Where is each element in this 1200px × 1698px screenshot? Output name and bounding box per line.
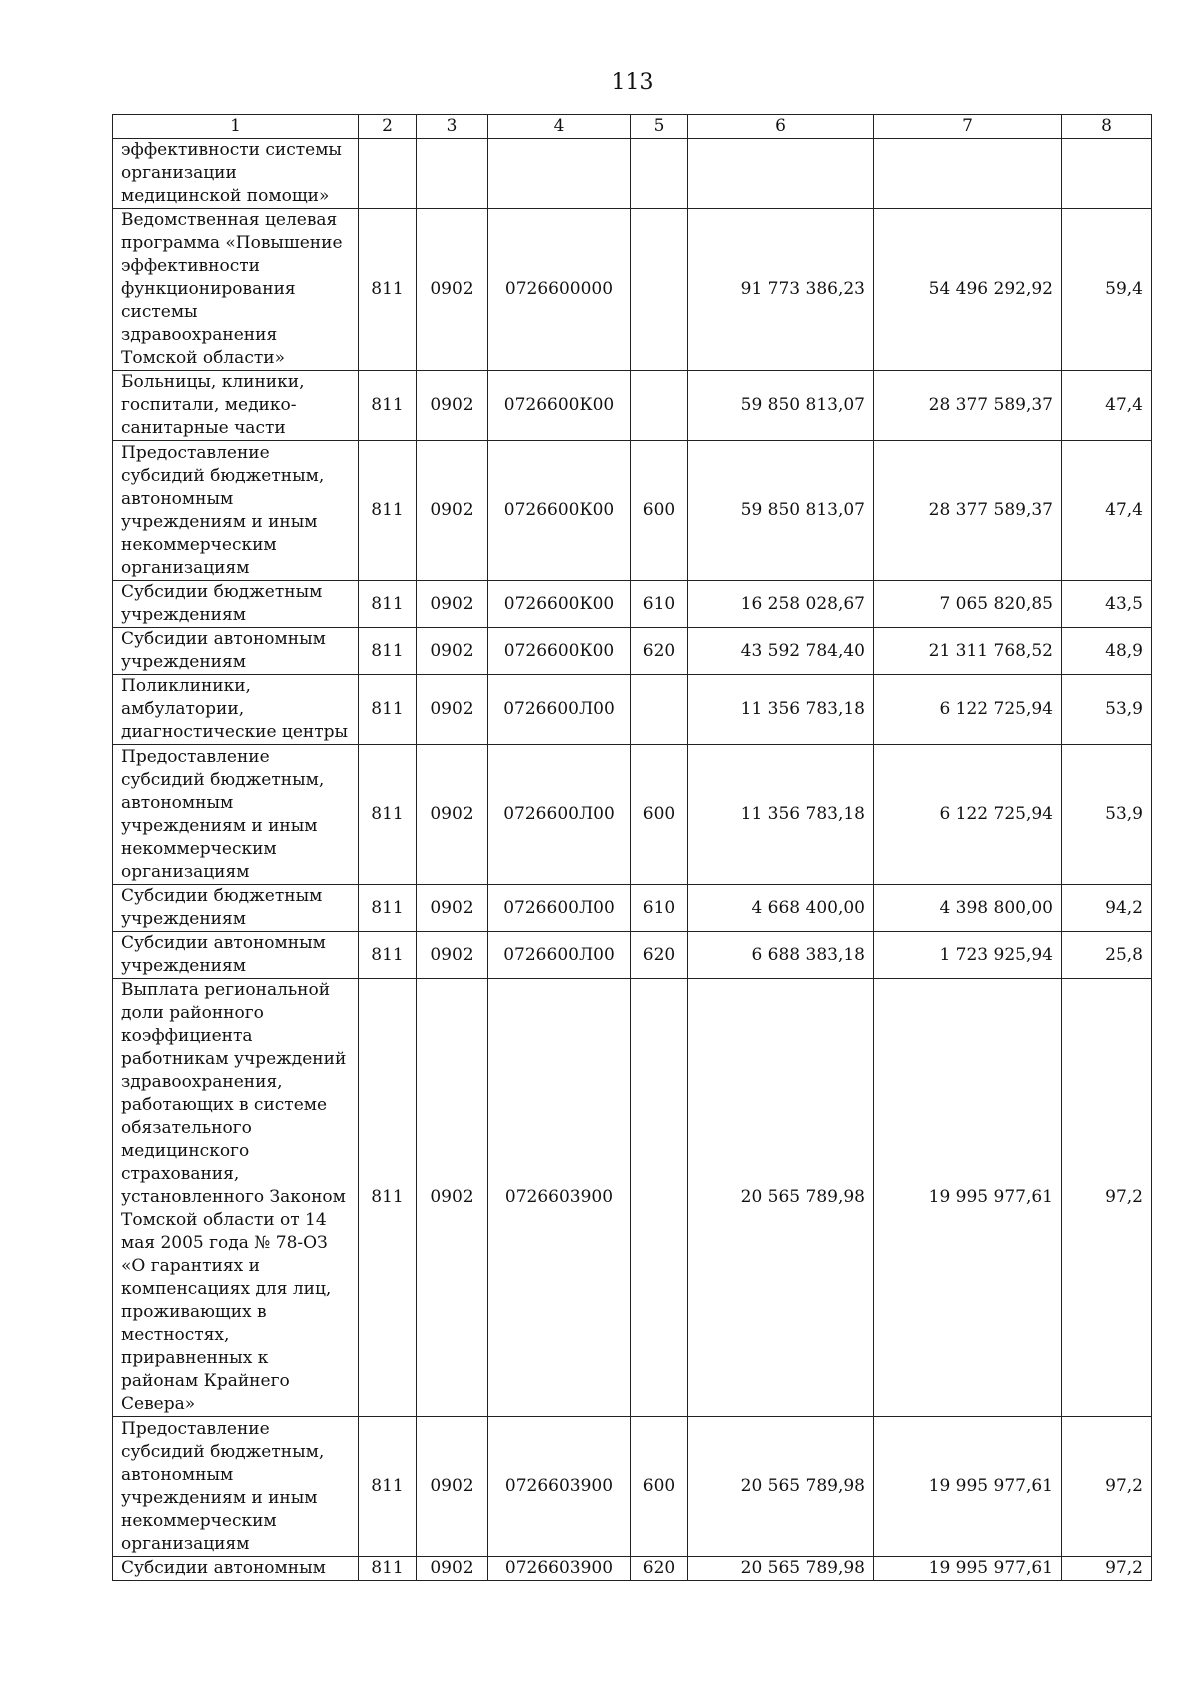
cell-expense-type: 620 (631, 932, 688, 979)
row-description: Субсидии автономным учреждениям (113, 628, 359, 675)
cell-expense-type: 600 (631, 441, 688, 581)
cell-code: 811 (359, 932, 417, 979)
cell-percent (1062, 139, 1152, 209)
row-description: Предоставление субсидий бюджетным, автономным учреждениям и иным некоммерческим организациям (113, 745, 359, 885)
column-header: 5 (631, 115, 688, 139)
table-row (113, 932, 1152, 979)
cell-percent: 25,8 (1062, 932, 1152, 979)
cell-actual-amount: 19 995 977,61 (874, 1417, 1062, 1557)
cell-expense-type (631, 371, 688, 441)
cell-code: 811 (359, 979, 417, 1417)
row-description: эффективности системы организации медицинской помощи» (113, 139, 359, 209)
table-row (113, 209, 1152, 371)
row-description: Предоставление субсидий бюджетным, автономным учреждениям и иным некоммерческим организациям (113, 1417, 359, 1557)
cell-code: 811 (359, 675, 417, 745)
cell-target-article: 0726600К00 (488, 371, 631, 441)
column-header: 7 (874, 115, 1062, 139)
table-row (113, 139, 1152, 209)
cell-percent: 47,4 (1062, 441, 1152, 581)
cell-expense-type: 600 (631, 745, 688, 885)
row-description: Субсидии бюджетным учреждениям (113, 885, 359, 932)
cell-section: 0902 (417, 628, 488, 675)
cell-section: 0902 (417, 745, 488, 885)
table-header-row (113, 115, 1152, 139)
cell-section (417, 139, 488, 209)
cell-target-article: 0726603900 (488, 979, 631, 1417)
cell-actual-amount: 19 995 977,61 (874, 1557, 1062, 1581)
cell-plan-amount (688, 139, 874, 209)
row-description: Больницы, клиники, госпитали, медико-санитарные части (113, 371, 359, 441)
cell-section: 0902 (417, 371, 488, 441)
cell-section: 0902 (417, 932, 488, 979)
column-header: 3 (417, 115, 488, 139)
cell-expense-type (631, 209, 688, 371)
table-row (113, 441, 1152, 581)
column-header: 8 (1062, 115, 1152, 139)
column-header: 4 (488, 115, 631, 139)
cell-target-article: 0726600000 (488, 209, 631, 371)
cell-percent: 48,9 (1062, 628, 1152, 675)
table-row (113, 628, 1152, 675)
cell-plan-amount: 4 668 400,00 (688, 885, 874, 932)
cell-actual-amount: 6 122 725,94 (874, 675, 1062, 745)
table-row (113, 979, 1152, 1417)
cell-code: 811 (359, 628, 417, 675)
cell-expense-type (631, 979, 688, 1417)
cell-actual-amount: 7 065 820,85 (874, 581, 1062, 628)
cell-actual-amount: 6 122 725,94 (874, 745, 1062, 885)
cell-plan-amount: 59 850 813,07 (688, 371, 874, 441)
page-number: 113 (611, 70, 654, 95)
table-row (113, 581, 1152, 628)
cell-section: 0902 (417, 979, 488, 1417)
column-header: 6 (688, 115, 874, 139)
cell-plan-amount: 59 850 813,07 (688, 441, 874, 581)
cell-section: 0902 (417, 1417, 488, 1557)
cell-expense-type: 600 (631, 1417, 688, 1557)
cell-actual-amount: 54 496 292,92 (874, 209, 1062, 371)
row-description: Ведомственная целевая программа «Повышение эффективности функционирования системы здравоохранения Томской области» (113, 209, 359, 371)
cell-section: 0902 (417, 1557, 488, 1581)
cell-target-article: 0726603900 (488, 1417, 631, 1557)
cell-plan-amount: 16 258 028,67 (688, 581, 874, 628)
cell-actual-amount: 28 377 589,37 (874, 441, 1062, 581)
cell-percent: 53,9 (1062, 675, 1152, 745)
table-row (113, 371, 1152, 441)
cell-actual-amount: 19 995 977,61 (874, 979, 1062, 1417)
row-description: Субсидии автономным учреждениям (113, 932, 359, 979)
cell-percent: 97,2 (1062, 1557, 1152, 1581)
budget-table (112, 114, 1152, 1581)
cell-expense-type (631, 675, 688, 745)
column-header: 2 (359, 115, 417, 139)
cell-expense-type (631, 139, 688, 209)
column-header: 1 (113, 115, 359, 139)
cell-plan-amount: 20 565 789,98 (688, 1557, 874, 1581)
cell-code: 811 (359, 745, 417, 885)
cell-plan-amount: 20 565 789,98 (688, 1417, 874, 1557)
cell-target-article (488, 139, 631, 209)
cell-code: 811 (359, 1557, 417, 1581)
cell-plan-amount: 43 592 784,40 (688, 628, 874, 675)
row-description: Поликлиники, амбулатории, диагностические центры (113, 675, 359, 745)
table-row (113, 1557, 1152, 1581)
cell-percent: 47,4 (1062, 371, 1152, 441)
cell-percent: 97,2 (1062, 1417, 1152, 1557)
cell-actual-amount: 4 398 800,00 (874, 885, 1062, 932)
cell-plan-amount: 20 565 789,98 (688, 979, 874, 1417)
cell-code: 811 (359, 209, 417, 371)
cell-target-article: 0726600Л00 (488, 932, 631, 979)
cell-section: 0902 (417, 675, 488, 745)
cell-percent: 94,2 (1062, 885, 1152, 932)
cell-percent: 43,5 (1062, 581, 1152, 628)
cell-expense-type: 620 (631, 1557, 688, 1581)
cell-plan-amount: 11 356 783,18 (688, 745, 874, 885)
cell-section: 0902 (417, 581, 488, 628)
cell-expense-type: 610 (631, 581, 688, 628)
cell-target-article: 0726600Л00 (488, 745, 631, 885)
table-row (113, 1417, 1152, 1557)
row-description: Предоставление субсидий бюджетным, автономным учреждениям и иным некоммерческим организациям (113, 441, 359, 581)
cell-section: 0902 (417, 885, 488, 932)
cell-plan-amount: 91 773 386,23 (688, 209, 874, 371)
cell-section: 0902 (417, 209, 488, 371)
cell-target-article: 0726600Л00 (488, 885, 631, 932)
cell-code: 811 (359, 885, 417, 932)
cell-target-article: 0726600К00 (488, 441, 631, 581)
table-row (113, 675, 1152, 745)
cell-percent: 97,2 (1062, 979, 1152, 1417)
cell-code: 811 (359, 1417, 417, 1557)
cell-plan-amount: 6 688 383,18 (688, 932, 874, 979)
cell-code: 811 (359, 441, 417, 581)
row-description: Субсидии бюджетным учреждениям (113, 581, 359, 628)
cell-percent: 53,9 (1062, 745, 1152, 885)
cell-code: 811 (359, 371, 417, 441)
table-row (113, 745, 1152, 885)
cell-expense-type: 610 (631, 885, 688, 932)
cell-actual-amount: 28 377 589,37 (874, 371, 1062, 441)
cell-percent: 59,4 (1062, 209, 1152, 371)
cell-target-article: 0726600Л00 (488, 675, 631, 745)
cell-actual-amount: 1 723 925,94 (874, 932, 1062, 979)
cell-actual-amount: 21 311 768,52 (874, 628, 1062, 675)
row-description: Выплата региональной доли районного коэффициента работникам учреждений здравоохранения, работающих в системе обязательного медицинского страхования, установленного Законом Томской области от 14 мая 2005 года № 78-ОЗ «О гарантиях и компенсациях для лиц, проживающих в местностях, приравненных к районам Крайнего Севера» (113, 979, 359, 1417)
cell-target-article: 0726600К00 (488, 581, 631, 628)
cell-plan-amount: 11 356 783,18 (688, 675, 874, 745)
cell-target-article: 0726600К00 (488, 628, 631, 675)
cell-actual-amount (874, 139, 1062, 209)
table-row (113, 885, 1152, 932)
cell-section: 0902 (417, 441, 488, 581)
cell-expense-type: 620 (631, 628, 688, 675)
cell-target-article: 0726603900 (488, 1557, 631, 1581)
cell-code (359, 139, 417, 209)
row-description: Субсидии автономным (113, 1557, 359, 1581)
cell-code: 811 (359, 581, 417, 628)
